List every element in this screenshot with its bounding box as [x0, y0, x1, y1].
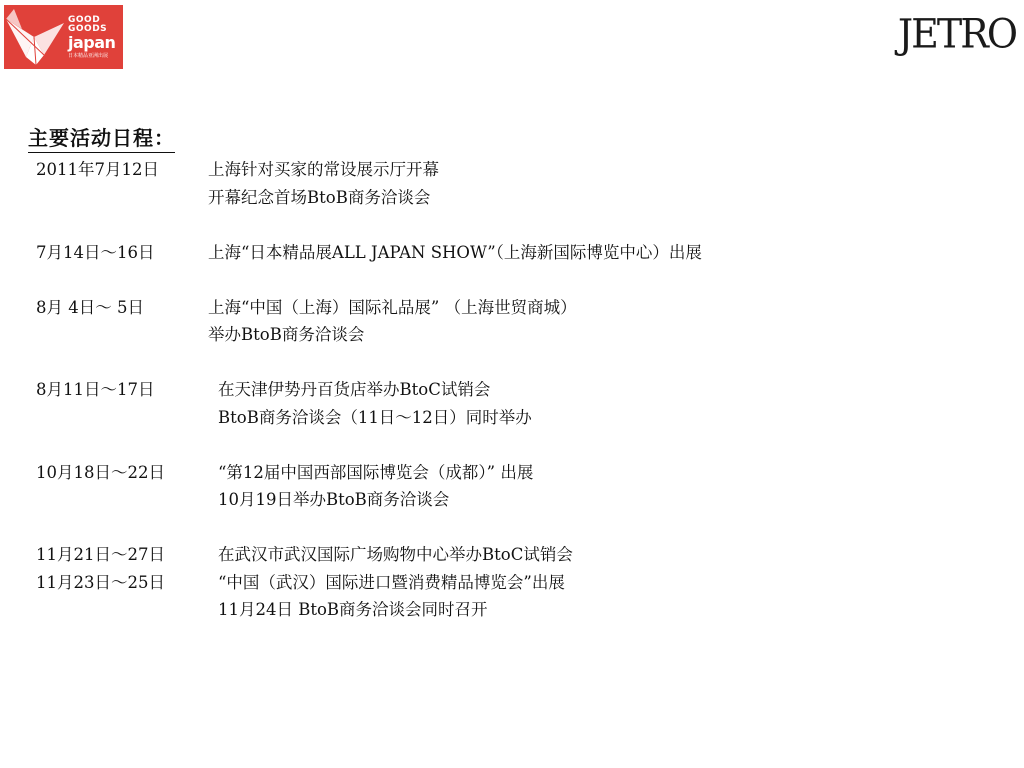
schedule-row: [36, 184, 996, 212]
schedule-date: [36, 404, 218, 432]
schedule-list: [36, 156, 996, 624]
schedule-row: [36, 404, 996, 432]
schedule-event: 在武汉市武汉国际广场购物中心举办BtoC试销会: [218, 545, 573, 564]
schedule-row: [36, 486, 996, 514]
schedule-event: 举办BtoB商务洽谈会: [208, 325, 365, 344]
schedule-date: 10月18日～22日: [36, 462, 165, 482]
schedule-row: [36, 321, 996, 349]
schedule-row: [36, 459, 996, 487]
origami-crane-icon: [4, 5, 66, 69]
schedule-row: [36, 239, 996, 267]
schedule-row: [36, 156, 996, 184]
schedule-date: 8月 4日～ 5日: [36, 297, 144, 317]
schedule-event: 上海针对买家的常设展示厅开幕: [208, 160, 439, 179]
schedule-event: 在天津伊势丹百货店举办BtoC试销会: [218, 380, 491, 399]
schedule-date: [36, 486, 218, 514]
schedule-event: 10月19日举办BtoB商务洽谈会: [218, 490, 450, 509]
good-goods-japan-logo: [4, 5, 123, 69]
page-title: 主要活动日程：: [28, 122, 175, 153]
schedule-date: 11月23日～25日: [36, 572, 165, 592]
schedule-date: [36, 596, 218, 624]
logo-line-4: 日本精品亚洲出展: [68, 52, 109, 59]
schedule-event: “中国（武汉）国际进口暨消费精品博览会”出展: [218, 572, 565, 592]
schedule-date: 8月11日～17日: [36, 380, 155, 399]
schedule-event: “第12届中国西部国际博览会（成都）” 出展: [218, 462, 534, 482]
schedule-event: 11月24日 BtoB商务洽谈会同时召开: [218, 600, 488, 619]
schedule-event: BtoB商务洽谈会（11日～12日）同时举办: [218, 407, 532, 427]
logo-wordmark: [68, 16, 115, 59]
schedule-row: [36, 596, 996, 624]
schedule-date: [36, 321, 208, 349]
schedule-row: [36, 541, 996, 569]
schedule-row: [36, 569, 996, 597]
schedule-row: [36, 376, 996, 404]
schedule-date: 2011年7月12日: [36, 160, 159, 179]
jetro-logo: JETRO: [897, 10, 1016, 58]
logo-line-3: japan: [68, 32, 116, 52]
logo-line-2: GOODS: [68, 23, 108, 34]
logo-line-1: GOOD: [68, 14, 101, 25]
schedule-event: 上海“中国（上海）国际礼品展” （上海世贸商城）: [208, 297, 577, 317]
schedule-event: 开幕纪念首场BtoB商务洽谈会: [208, 187, 431, 207]
schedule-event: 上海“日本精品展ALL JAPAN SHOW”（上海新国际博览中心）出展: [208, 242, 702, 262]
schedule-row: [36, 294, 996, 322]
schedule-date: 7月14日～16日: [36, 242, 155, 262]
schedule-date: [36, 184, 208, 212]
schedule-date: 11月21日～27日: [36, 545, 165, 564]
